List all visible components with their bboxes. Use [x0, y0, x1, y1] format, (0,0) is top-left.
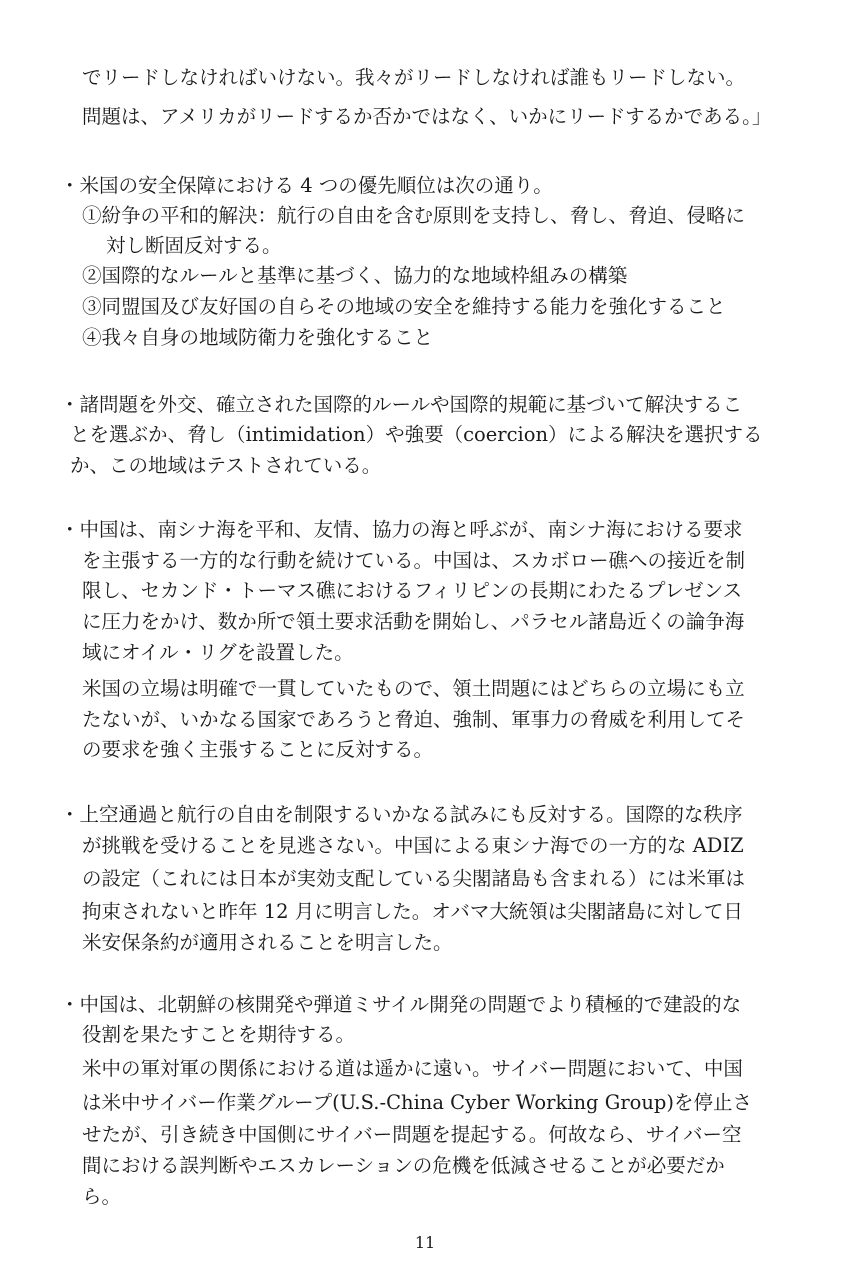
bullet-priorities-heading: ・米国の安全保障における 4 つの優先順位は次の通り。 — [60, 174, 553, 197]
bullet-diplomacy-line-2: とを選ぶか、脅し（intimidation）や強要（coercion）による解決を選択する — [70, 423, 763, 446]
bullet-south-china-sea-line-7: たないが、いかなる国家であろうと脅迫、強制、軍事力の脅威を利用してそ — [82, 708, 746, 731]
bullet-diplomacy-line-3: か、この地域はテストされている。 — [70, 454, 382, 477]
priority-item-1: ①紛争の平和的解決：航行の自由を含む原則を支持し、脅し、脅迫、侵略に — [82, 204, 746, 227]
bullet-adiz-line-5: 米安保条約が適用されることを明言した。 — [82, 931, 453, 954]
priority-item-2: ②国際的なルールと基準に基づく、協力的な地域枠組みの構築 — [82, 264, 628, 287]
bullet-south-china-sea-line-2: を主張する一方的な行動を続けている。中国は、スカボロー礁への接近を制 — [82, 549, 746, 572]
bullet-adiz-line-2: が挑戦を受けることを見逃さない。中国による東シナ海での一方的な ADIZ — [82, 834, 744, 857]
bullet-adiz-line-4: 拘束されないと昨年 12 月に明言した。オバマ大統領は尖閣諸島に対して日 — [82, 900, 743, 923]
bullet-north-korea-line-1: ・中国は、北朝鮮の核開発や弾道ミサイル開発の問題でより積極的で建設的な — [60, 993, 742, 1016]
bullet-south-china-sea-line-4: に圧力をかけ、数か所で領土要求活動を開始し、パラセル諸島近くの論争海 — [82, 610, 745, 633]
bullet-south-china-sea-line-1: ・中国は、南シナ海を平和、友情、協力の海と呼ぶが、南シナ海における要求 — [60, 518, 743, 541]
bullet-cyber-line-1: 米中の軍対軍の関係における道は遥かに遠い。サイバー問題において、中国 — [82, 1057, 743, 1080]
bullet-diplomacy-line-1: ・諸問題を外交、確立された国際的ルールや国際的規範に基づいて解決するこ — [60, 393, 743, 416]
bullet-adiz-line-3: の設定（これには日本が実効支配している尖閣諸島も含まれる）には米軍は — [82, 867, 746, 890]
bullet-south-china-sea-line-3: 限し、セカンド・トーマス礁におけるフィリピンの長期にわたるプレゼンス — [82, 579, 743, 602]
bullet-cyber-line-4: 間における誤判断やエスカレーションの危機を低減させることが必要だか — [82, 1154, 725, 1177]
bullet-south-china-sea-line-5: 域にオイル・リグを設置した。 — [82, 641, 354, 664]
continuation-line-2: 問題は、アメリカがリードするか否かではなく、いかにリードするかである。」 — [82, 105, 772, 128]
bullet-south-china-sea-line-6: 米国の立場は明確で一貫していたもので、領土問題にはどちらの立場にも立 — [82, 677, 745, 700]
bullet-adiz-line-1: ・上空通過と航行の自由を制限するいかなる試みにも反対する。国際的な秩序 — [60, 803, 743, 826]
priority-item-3: ③同盟国及び友好国の自らその地域の安全を維持する能力を強化すること — [82, 295, 726, 318]
bullet-cyber-line-3: せたが、引き続き中国側にサイバー問題を提起する。何故なら、サイバー空 — [82, 1123, 742, 1146]
bullet-south-china-sea-line-8: の要求を強く主張することに反対する。 — [82, 738, 434, 761]
page-number: 11 — [414, 1233, 436, 1252]
bullet-cyber-line-2: は米中サイバー作業グループ(U.S.-China Cyber Working Group)を停止さ — [82, 1091, 753, 1114]
bullet-north-korea-line-2: 役割を果たすことを期待する。 — [82, 1023, 356, 1046]
priority-item-4: ④我々自身の地域防衛力を強化すること — [82, 326, 434, 349]
bullet-cyber-line-5: ら。 — [82, 1185, 122, 1208]
continuation-line-1: でリードしなければいけない。我々がリードしなければ誰もリードしない。 — [82, 66, 746, 89]
priority-item-1-cont: 対し断固反対する。 — [106, 234, 282, 257]
